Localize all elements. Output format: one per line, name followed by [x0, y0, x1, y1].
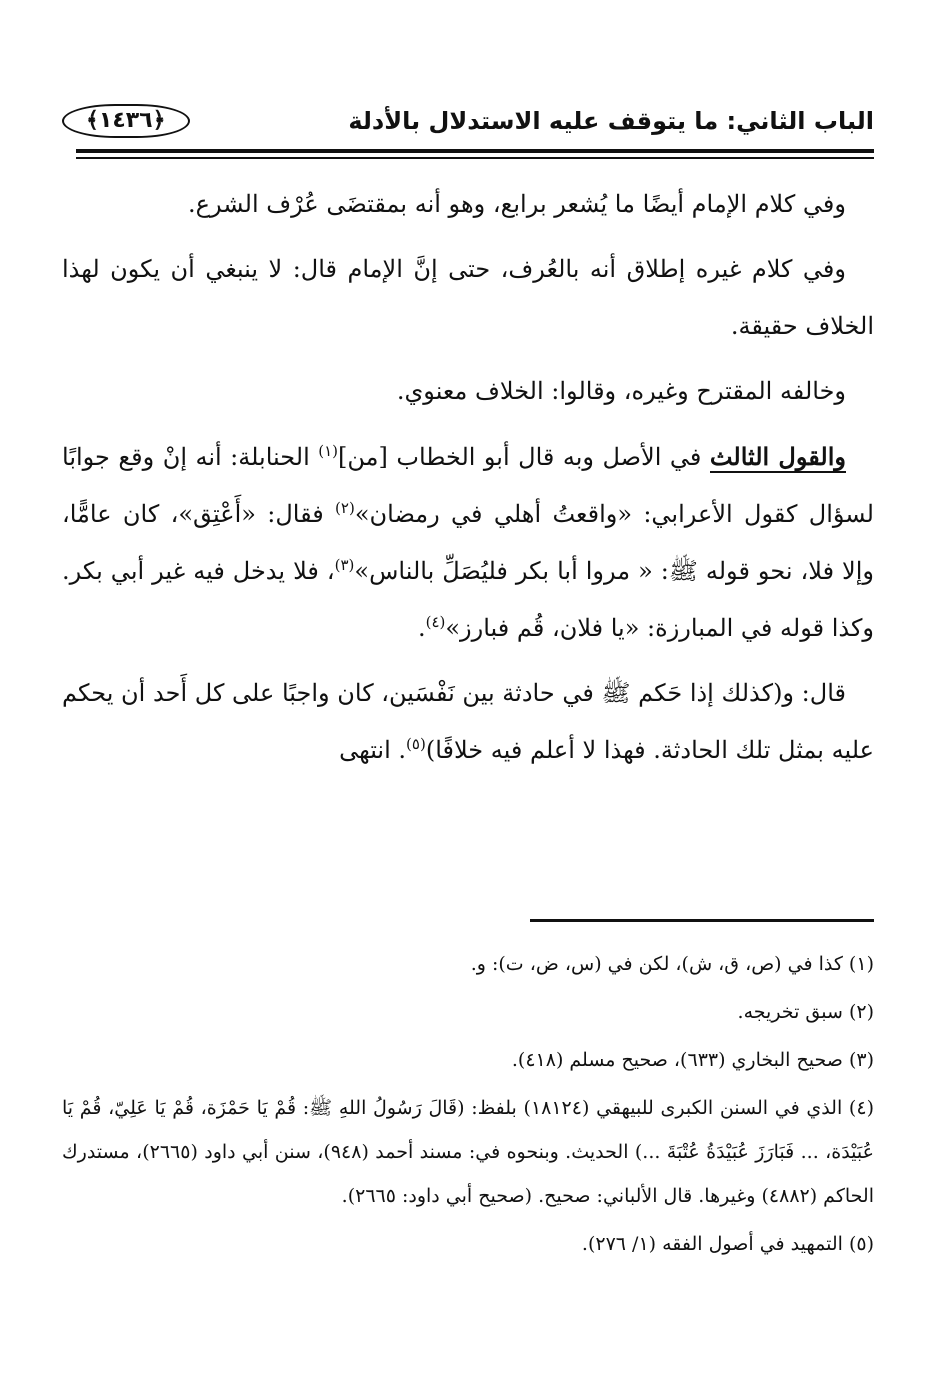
- footnote-ref-2[interactable]: (٢): [335, 499, 355, 517]
- footnote-3: (٣) صحيح البخاري (٦٣٣)، صحيح مسلم (٤١٨).: [511, 1049, 874, 1071]
- header-rule-thick: [76, 149, 874, 153]
- main-text: [62, 176, 874, 779]
- footnote-separator: [530, 919, 874, 922]
- paragraph-4-text-e: .: [417, 614, 426, 642]
- paragraph-4-text-d: ، فلا يدخل فيه غير أبي بكر. وكذا قوله في المبارزة: «يا فلان، قُم فبارز»: [62, 557, 874, 642]
- paragraph-1: وفي كلام الإمام أيضًا ما يُشعر برابع، وهو أنه بمقتضَى عُرْف الشرع.: [188, 190, 846, 218]
- footnote-4: (٤) الذي في السنن الكبرى للبيهقي (١٨١٢٤) بلفظ: (قَالَ رَسُولُ اللهِ ﷺ: قُمْ يَا حَمْزَة، قُمْ يَا عَلِيّ، قُمْ يَا عُبَيْدَة، ... فَبَارَزَ عُبَيْدَةُ عُتْبَةَ ...) الحديث. وبنحوه في: مسند أحمد (٩٤٨)، سنن أبي داود (٢٦٦٥)، مستدرك الحاكم (٤٨٨٢) وغيرها. قال الألباني: صحيح. (صحيح أبي داود: ٢٦٦٥).: [62, 1097, 874, 1207]
- paragraph-3: وخالفه المقترح وغيره، وقالوا: الخلاف معنوي.: [396, 377, 846, 405]
- header-rule-thin: [76, 157, 874, 159]
- section-lead: والقول الثالث: [709, 442, 846, 471]
- footnote-2: (٢) سبق تخريجه.: [737, 1001, 874, 1023]
- running-title: الباب الثاني: ما يتوقف عليه الاستدلال بالأدلة: [348, 107, 874, 135]
- paragraph-4-text-c: فقال: «أَعْتِق»، كان عامًّا، وإلا فلا، نحو قوله ﷺ: « مروا أبا بكر فليُصَلِّ بالناس»: [62, 500, 874, 585]
- paragraph-4: [62, 428, 874, 657]
- page-header: [62, 96, 874, 146]
- footnotes: [62, 942, 874, 1266]
- paragraph-5-text-a: قال: و(كذلك إذا حَكم ﷺ في حادثة بين نَفْسَين، كان واجبًا على كل أَحد أن يحكم عليه بمثل تلك الحادثة. فهذا لا أعلم فيه خلافًا): [62, 679, 874, 764]
- footnote-1: (١) كذا في (ص، ق، ش)، لكن في (س، ض، ت): و.: [470, 953, 874, 975]
- paragraph-5: [62, 665, 874, 779]
- footnote-5: (٥) التمهيد في أصول الفقه (١/ ٢٧٦).: [581, 1233, 874, 1255]
- paragraph-4-text-a: في الأصل وبه قال أبو الخطاب [من]: [338, 443, 710, 471]
- footnote-ref-1[interactable]: (١): [318, 442, 339, 460]
- footnote-ref-4[interactable]: (٤): [425, 613, 446, 631]
- paragraph-5-text-b: . انتهى: [339, 736, 407, 764]
- page-number: ﴿١٤٣٦﴾: [62, 104, 190, 138]
- footnote-ref-5[interactable]: (٥): [406, 735, 426, 753]
- paragraph-4-text-b: الحنابلة: أنه إنْ وقع جوابًا لسؤال كقول الأعرابي: «واقعتُ أهلي في رمضان»: [62, 443, 874, 528]
- paragraph-2: وفي كلام غيره إطلاق أنه بالعُرف، حتى إنَّ الإمام قال: لا ينبغي أن يكون لهذا الخلاف حقيقة.: [62, 255, 874, 340]
- footnote-ref-3[interactable]: (٣): [334, 556, 355, 574]
